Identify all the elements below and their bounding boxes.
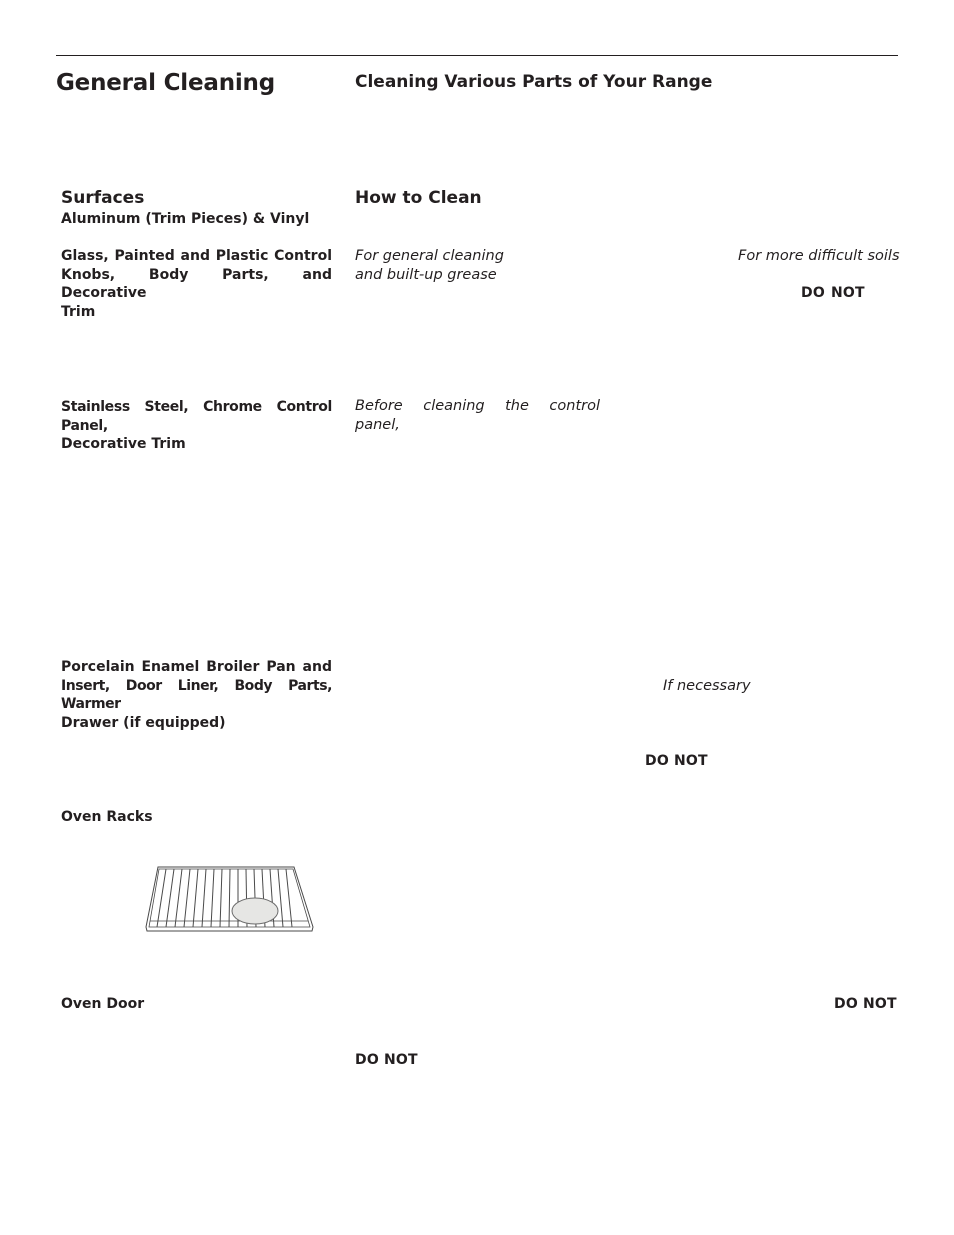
general-cleaning-note xyxy=(355,247,504,285)
surface-oven-door: Oven Door xyxy=(61,996,145,1012)
section-title: Cleaning Various Parts of Your Range xyxy=(355,72,713,92)
before-cleaning-note: Before cleaning the control panel, xyxy=(355,398,600,433)
page-title: General Cleaning xyxy=(56,70,275,96)
surface-glass xyxy=(61,247,332,321)
general-cleaning-line2: and built-up grease xyxy=(355,267,497,283)
door-warning-left: DO NOT xyxy=(355,1052,418,1068)
surface-aluminum: Aluminum (Trim Pieces) & Vinyl xyxy=(61,211,310,227)
surface-glass-line1: Glass, Painted and Plastic Control xyxy=(61,248,332,264)
porcelain-warning: DO NOT xyxy=(645,753,708,769)
door-warning-right: DO NOT xyxy=(834,996,897,1012)
surface-porcelain-line2: Insert, Door Liner, Body Parts, Warmer xyxy=(61,677,332,712)
oven-rack-icon xyxy=(144,864,316,938)
surface-porcelain-line1: Porcelain Enamel Broiler Pan and xyxy=(61,659,332,675)
glass-warning: DO NOT xyxy=(801,285,865,301)
surface-glass-line2: Knobs, Body Parts, and Decorative xyxy=(61,266,332,301)
top-rule xyxy=(56,55,898,56)
surface-stainless-line1: Stainless Steel, Chrome Control Panel, xyxy=(61,399,332,434)
surface-stainless-line2: Decorative Trim xyxy=(61,436,186,452)
surfaces-heading: Surfaces xyxy=(61,188,145,208)
surface-porcelain xyxy=(61,658,332,732)
how-to-clean-heading: How to Clean xyxy=(355,188,482,208)
if-necessary-note: If necessary xyxy=(663,678,751,694)
general-cleaning-line1: For general cleaning xyxy=(355,248,504,264)
surface-oven-racks: Oven Racks xyxy=(61,809,153,825)
surface-glass-line3: Trim xyxy=(61,303,96,320)
surface-porcelain-line3: Drawer (if equipped) xyxy=(61,714,226,731)
difficult-soils-note: For more difficult soils xyxy=(738,248,900,264)
surface-stainless xyxy=(61,398,332,454)
